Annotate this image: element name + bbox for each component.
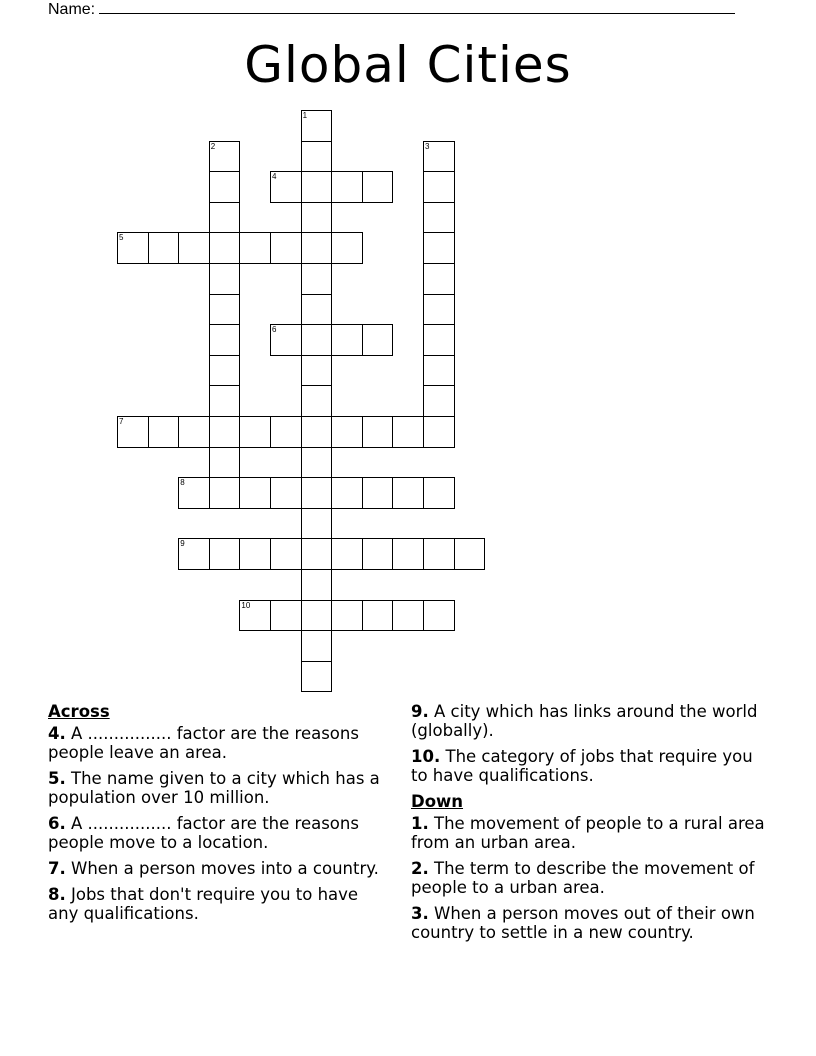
crossword-cell[interactable] (331, 232, 363, 264)
crossword-cell[interactable] (331, 416, 363, 448)
clue-number: 2. (411, 859, 429, 878)
crossword-cell[interactable] (209, 294, 241, 326)
crossword-cell[interactable] (392, 600, 424, 632)
crossword-cell[interactable] (423, 171, 455, 203)
crossword-cell[interactable] (301, 600, 333, 632)
crossword-cell[interactable] (178, 538, 210, 570)
clue-across-5 (48, 769, 393, 807)
crossword-cell[interactable] (117, 416, 149, 448)
cell-number: 1 (302, 111, 308, 120)
crossword-cell[interactable] (209, 355, 241, 387)
clue-down-3 (411, 904, 771, 942)
crossword-cell[interactable] (301, 171, 333, 203)
crossword-cell[interactable] (117, 232, 149, 264)
clue-text: A ................ factor are the reasons people leave an area. (48, 724, 359, 762)
cell-number: 6 (272, 325, 277, 335)
crossword-cell[interactable] (362, 416, 394, 448)
crossword-cell[interactable] (301, 508, 333, 540)
clue-text: The name given to a city which has a population over 10 million. (48, 769, 380, 807)
crossword-cell[interactable] (270, 538, 302, 570)
crossword-cell[interactable] (239, 600, 271, 632)
clue-number: 10. (411, 747, 441, 766)
crossword-cell[interactable] (239, 416, 271, 448)
crossword-cell[interactable] (301, 232, 333, 264)
crossword-cell[interactable] (209, 232, 241, 264)
clue-down-2 (411, 859, 771, 897)
crossword-cell[interactable] (301, 538, 333, 570)
crossword-cell[interactable] (178, 232, 210, 264)
crossword-cell[interactable] (423, 232, 455, 264)
crossword-cell[interactable] (301, 324, 333, 356)
crossword-cell[interactable] (270, 477, 302, 509)
crossword-cell[interactable] (209, 263, 241, 295)
crossword-cell[interactable] (270, 324, 302, 356)
crossword-cell[interactable] (301, 385, 333, 417)
crossword-cell[interactable] (301, 630, 333, 662)
clue-number: 7. (48, 859, 66, 878)
crossword-cell[interactable] (362, 324, 394, 356)
crossword-cell[interactable] (392, 477, 424, 509)
clue-number: 3. (411, 904, 429, 923)
crossword-cell[interactable] (331, 538, 363, 570)
cell-number: 9 (180, 539, 185, 549)
crossword-cell[interactable] (239, 477, 271, 509)
down-heading: Down (411, 792, 464, 811)
clue-number: 5. (48, 769, 66, 788)
clue-down-1 (411, 814, 771, 852)
across-heading: Across (48, 702, 110, 721)
crossword-cell[interactable] (148, 232, 180, 264)
clue-text: The movement of people to a rural area from an urban area. (411, 814, 765, 852)
crossword-cell[interactable] (209, 447, 241, 479)
crossword-cell[interactable] (209, 477, 241, 509)
clue-text: The category of jobs that require you to have qualifications. (411, 747, 753, 785)
crossword-cell[interactable] (301, 355, 333, 387)
crossword-cell[interactable] (209, 141, 241, 173)
clues-right-column (411, 702, 771, 949)
crossword-cell[interactable] (392, 416, 424, 448)
crossword-cell[interactable] (423, 385, 455, 417)
crossword-cell[interactable] (423, 477, 455, 509)
clue-text: A city which has links around the world (globally). (411, 702, 758, 740)
crossword-cell[interactable] (301, 661, 333, 693)
crossword-cell[interactable] (301, 294, 333, 326)
crossword-cell[interactable] (301, 477, 333, 509)
crossword-cell[interactable] (301, 447, 333, 479)
crossword-cell[interactable] (270, 600, 302, 632)
crossword-cell[interactable] (209, 324, 241, 356)
crossword-cell[interactable] (301, 263, 333, 295)
crossword-cell[interactable] (454, 538, 486, 570)
clue-across-7 (48, 859, 393, 878)
page-title: Global Cities (244, 36, 572, 94)
cell-number: 8 (180, 478, 185, 488)
cell-number: 4 (272, 172, 277, 182)
clue-text: The term to describe the movement of people to a urban area. (411, 859, 755, 897)
crossword-cell[interactable] (423, 355, 455, 387)
clue-text: When a person moves out of their own country to settle in a new country. (411, 904, 755, 942)
clue-number: 8. (48, 885, 66, 904)
clues-left-column (48, 702, 393, 930)
cell-number: 2 (210, 141, 216, 151)
crossword-cell[interactable] (392, 538, 424, 570)
crossword-cell[interactable] (331, 324, 363, 356)
clue-text: A ................ factor are the reasons people move to a location. (48, 814, 359, 852)
cell-number: 5 (119, 233, 124, 243)
name-label: Name: (48, 1, 96, 18)
crossword-cell[interactable] (423, 538, 455, 570)
crossword-cell[interactable] (178, 477, 210, 509)
crossword-cell[interactable] (239, 538, 271, 570)
clue-number: 1. (411, 814, 429, 833)
crossword-cell[interactable] (423, 600, 455, 632)
clue-number: 4. (48, 724, 66, 743)
crossword-cell[interactable] (331, 171, 363, 203)
crossword-cell[interactable] (209, 385, 241, 417)
crossword-cell[interactable] (423, 141, 455, 173)
crossword-cell[interactable] (148, 416, 180, 448)
clue-across-8 (48, 885, 393, 923)
cell-number: 10 (241, 600, 251, 610)
clue-text: When a person moves into a country. (71, 859, 379, 878)
crossword-cell[interactable] (301, 110, 333, 142)
crossword-cell[interactable] (423, 202, 455, 234)
crossword-cell[interactable] (301, 141, 333, 173)
crossword-cell[interactable] (270, 232, 302, 264)
crossword-cell[interactable] (178, 416, 210, 448)
crossword-cell[interactable] (239, 232, 271, 264)
crossword-cell[interactable] (301, 416, 333, 448)
crossword-cell[interactable] (423, 294, 455, 326)
crossword-cell[interactable] (209, 202, 241, 234)
cell-number: 3 (425, 141, 430, 151)
clue-text: Jobs that don't require you to have any qualifications. (48, 885, 359, 923)
clue-across-4 (48, 724, 393, 762)
crossword-cell[interactable] (270, 416, 302, 448)
crossword-cell[interactable] (331, 477, 363, 509)
crossword-cell[interactable] (362, 171, 394, 203)
cell-number: 7 (119, 417, 124, 426)
crossword-cell[interactable] (301, 202, 333, 234)
crossword-cell[interactable] (301, 569, 333, 601)
clue-number: 6. (48, 814, 66, 833)
crossword-cell[interactable] (362, 477, 394, 509)
clue-across-6 (48, 814, 393, 852)
clue-across-10 (411, 747, 771, 785)
clue-number: 9. (411, 702, 429, 721)
crossword-cell[interactable] (423, 324, 455, 356)
crossword-cell[interactable] (331, 600, 363, 632)
clue-across-9 (411, 702, 771, 740)
crossword-cell[interactable] (423, 263, 455, 295)
crossword-cell[interactable] (209, 416, 241, 448)
crossword-cell[interactable] (209, 171, 241, 203)
crossword-cell[interactable] (362, 600, 394, 632)
crossword-cell[interactable] (423, 416, 455, 448)
crossword-cell[interactable] (362, 538, 394, 570)
crossword-cell[interactable] (209, 538, 241, 570)
crossword-cell[interactable] (270, 171, 302, 203)
